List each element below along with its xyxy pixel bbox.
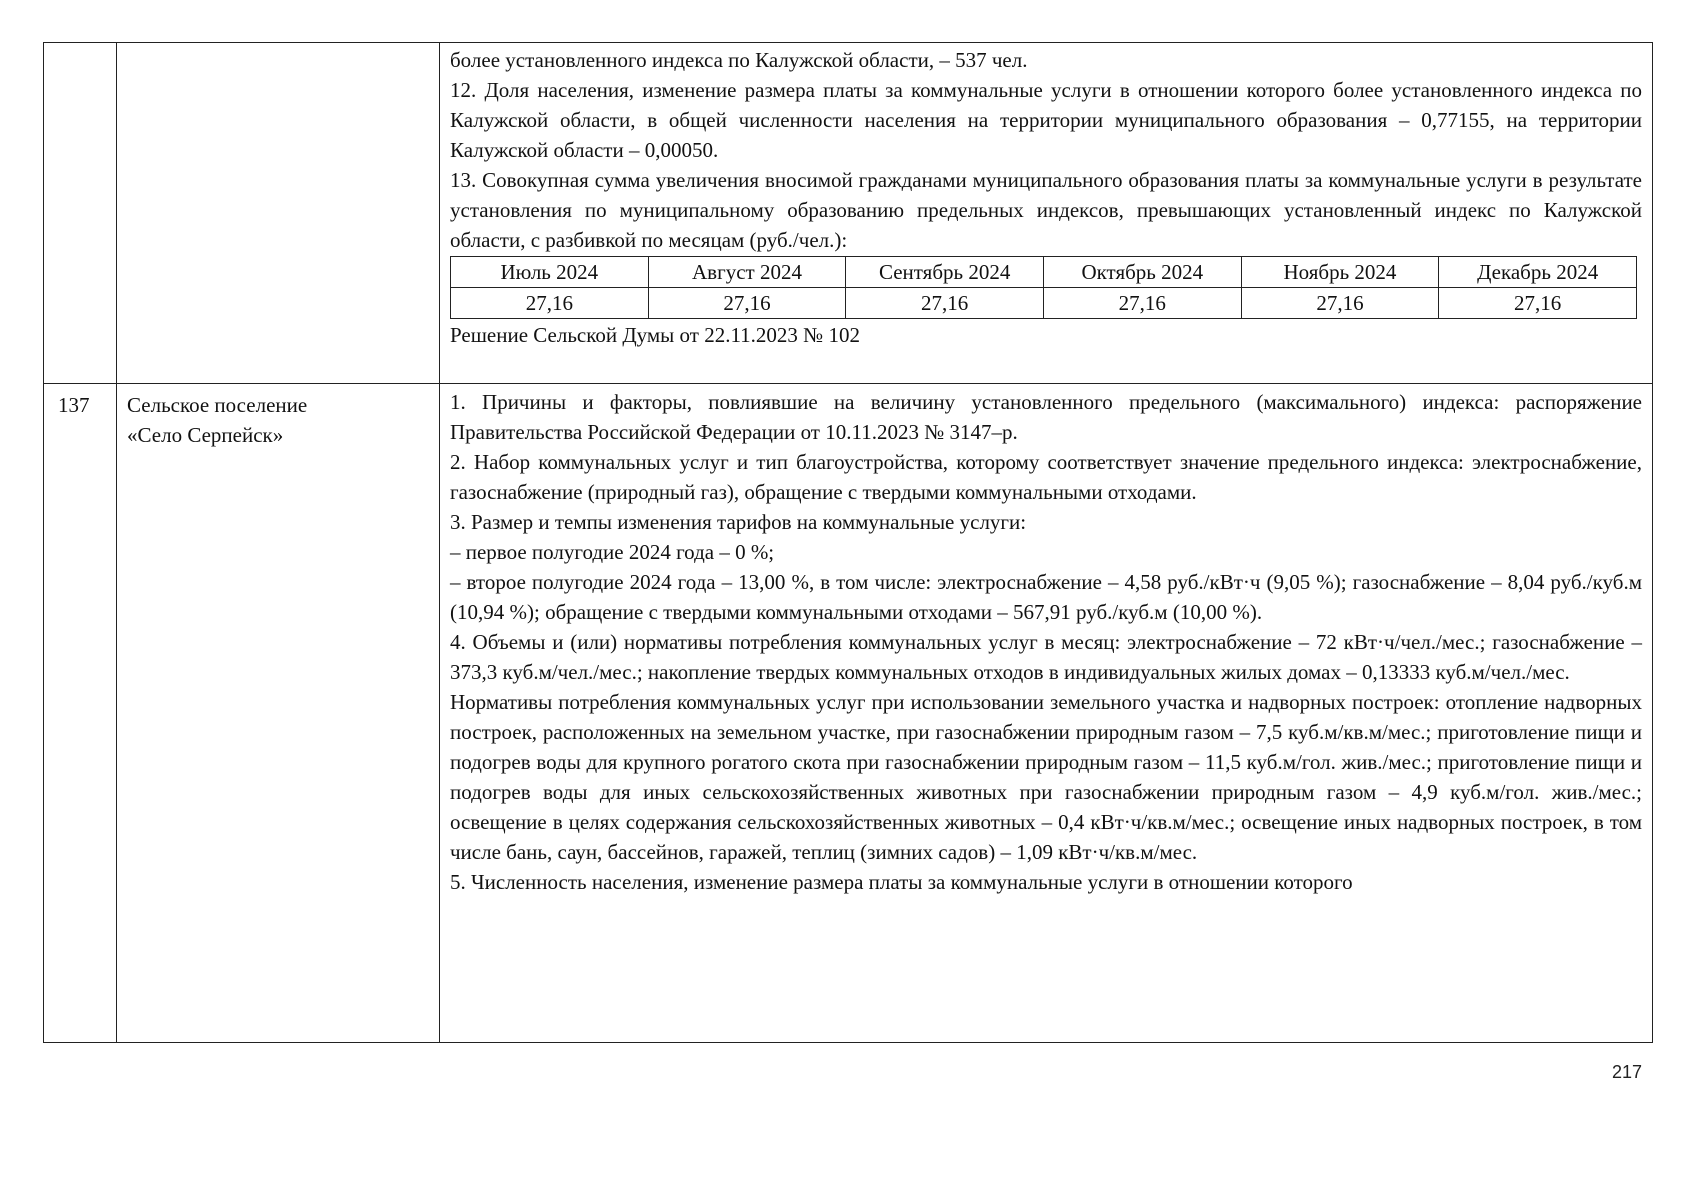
month-header: Август 2024: [648, 257, 846, 288]
paragraph: 5. Численность населения, изменение размера платы за коммунальные услуги в отношении которого: [450, 870, 1353, 894]
municipality-name-line: Сельское поселение: [127, 393, 308, 417]
municipality-cell: [117, 384, 440, 1043]
paragraph: 3. Размер и темпы изменения тарифов на коммунальные услуги:: [450, 510, 1027, 534]
indices-table: [43, 42, 1653, 1043]
paragraph: 1. Причины и факторы, повлиявшие на величину установленного предельного (максимального) индекса: распоряжение Правительства Российской Федерации от 10.11.2023 № 3147–р.: [450, 390, 1642, 444]
table-row: [44, 43, 1653, 384]
paragraph: Нормативы потребления коммунальных услуг при использовании земельного участка и надворных построек: отопление надворных построек, расположенных на земельном участке, при газоснабжении природным газом – 7,5 куб.м/кв.м/мес.; приготовление пищи и подогрев воды для крупного рогатого скота при газоснабжении природным газом – 11,5 куб.м/гол. жив./мес.; приготовление пищи и подогрев воды для иных сельскохозяйственных животных при газоснабжении природным газом – 4,9 куб.м/гол. жив./мес.; освещение в целях содержания сельскохозяйственных животных – 0,4 кВт·ч/кв.м/мес.; освещение иных надворных построек, в том числе бань, саун, бассейнов, гаражей, теплиц (зимних садов) – 1,09 кВт·ч/кв.м/мес.: [450, 690, 1642, 864]
details-cell: [440, 384, 1653, 1043]
month-header: Декабрь 2024: [1439, 257, 1637, 288]
month-header: Ноябрь 2024: [1241, 257, 1439, 288]
months-header-row: [451, 257, 1637, 288]
row-number-cell: [44, 43, 117, 384]
month-value: 27,16: [1241, 288, 1439, 319]
month-value: 27,16: [648, 288, 846, 319]
month-value: 27,16: [846, 288, 1044, 319]
paragraph: более установленного индекса по Калужской области, – 537 чел.: [450, 48, 1028, 72]
month-header: Сентябрь 2024: [846, 257, 1044, 288]
month-value: 27,16: [1439, 288, 1637, 319]
paragraph: – первое полугодие 2024 года – 0 %;: [450, 540, 775, 564]
paragraph: 13. Совокупная сумма увеличения вносимой гражданами муниципального образования платы за коммунальные услуги в результате установления по муниципальному образованию предельных индексов, превышающих установленный индекс по Калужской области, с разбивкой по месяцам (руб./чел.):: [450, 168, 1642, 252]
paragraph: 12. Доля населения, изменение размера платы за коммунальные услуги в отношении которого более установленного индекса по Калужской области, в общей численности населения на территории муниципального образования – 0,77155, на территории Калужской области – 0,00050.: [450, 78, 1642, 162]
decision-reference: Решение Сельской Думы от 22.11.2023 № 102: [450, 323, 860, 347]
month-value: 27,16: [451, 288, 649, 319]
month-header: Октябрь 2024: [1043, 257, 1241, 288]
municipality-name-line: «Село Серпейск»: [127, 423, 284, 447]
monthly-increase-table: [450, 256, 1637, 319]
month-header: Июль 2024: [451, 257, 649, 288]
month-value: 27,16: [1043, 288, 1241, 319]
paragraph: 2. Набор коммунальных услуг и тип благоустройства, которому соответствует значение предельного индекса: электроснабжение, газоснабжение (природный газ), обращение с твердыми коммунальными отходами.: [450, 450, 1642, 504]
page-number: 217: [1612, 1062, 1643, 1082]
row-number-cell: 137: [44, 384, 117, 1043]
paragraph: – второе полугодие 2024 года – 13,00 %, в том числе: электроснабжение – 4,58 руб./кВт·ч (9,05 %); газоснабжение – 8,04 руб./куб.м (10,94 %); обращение с твердыми коммунальными отходами – 567,91 руб./куб.м (10,00 %).: [450, 570, 1642, 624]
table-row: [44, 384, 1653, 1043]
paragraph: 4. Объемы и (или) нормативы потребления коммунальных услуг в месяц: электроснабжение – 72 кВт·ч/чел./мес.; газоснабжение – 373,3 куб.м/чел./мес.; накопление твердых коммунальных отходов в индивидуальных жилых домах – 0,13333 куб.м/чел./мес.: [450, 630, 1642, 684]
municipality-cell: [117, 43, 440, 384]
months-values-row: [451, 288, 1637, 319]
details-cell: [440, 43, 1653, 384]
